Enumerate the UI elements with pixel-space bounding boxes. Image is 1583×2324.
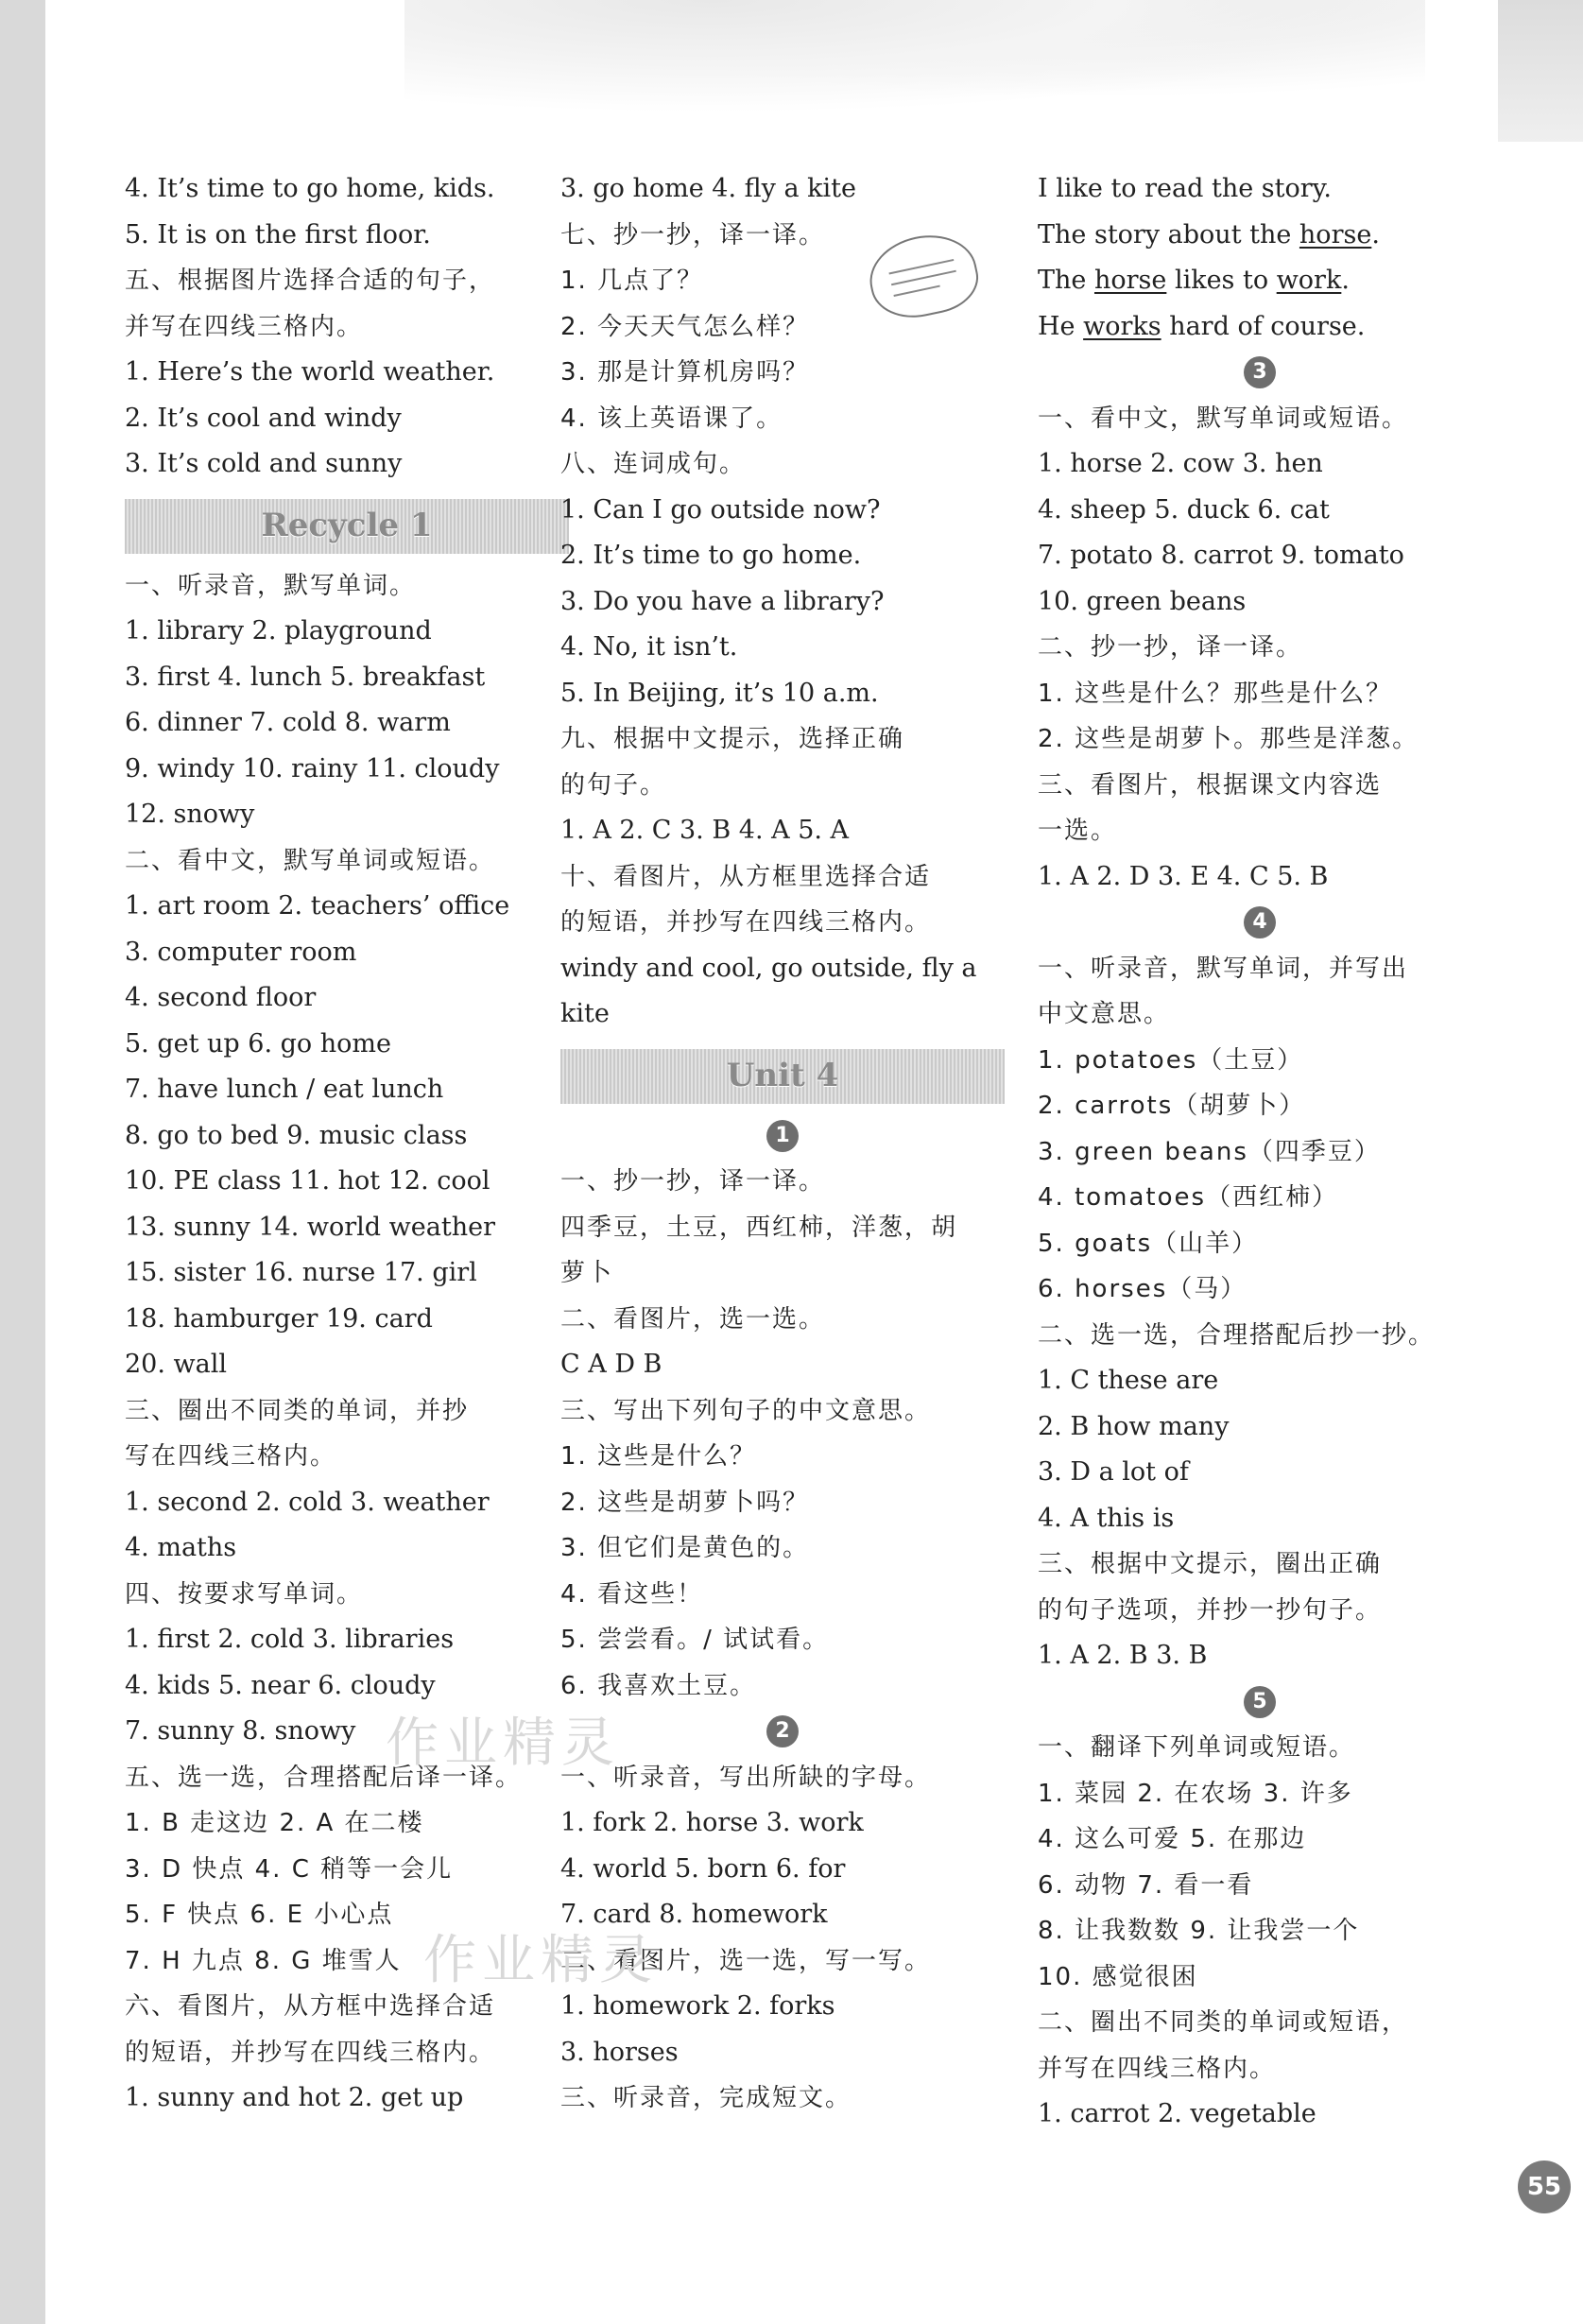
answer-line: 1. potatoes（土豆）	[1038, 1045, 1304, 1075]
answer-line: 一、听录音，默写单词，并写出	[1038, 954, 1409, 983]
answer-line: 1. sunny and hot 2. get up	[125, 2083, 464, 2112]
answer-line: 1. 几点了？	[560, 267, 704, 295]
watermark: 作业精灵	[386, 1713, 620, 1774]
answer-line: 的句子。	[560, 770, 667, 800]
answer-line: 12. snowy	[125, 800, 255, 829]
answer-line: 7. sunny 8. snowy	[125, 1716, 356, 1746]
answer-line: 二、抄一抄，译一译。	[1038, 633, 1303, 662]
answer-line: 10. 感觉很困	[1038, 1962, 1198, 1991]
column-2	[560, 166, 1005, 2122]
cloud-decoration	[404, 0, 1425, 113]
answer-line: 8. 让我数数 9. 让我尝一个	[1038, 1917, 1360, 1945]
answer-line: 3. D 快点 4. C 稍等一会儿	[125, 1854, 454, 1884]
column-3-block-2	[1038, 396, 1482, 901]
answer-line: 二、看图片，选一选。	[560, 1304, 826, 1334]
answer-line: 二、选一选，合理搭配后抄一抄。	[1038, 1320, 1436, 1350]
answer-line: 4. It’s time to go home, kids.	[125, 174, 495, 203]
stamp-icon	[876, 239, 972, 312]
column-3	[1038, 166, 1482, 2138]
answer-line: 三、看图片，根据课文内容选	[1038, 770, 1383, 800]
answer-line: 6. 动物 7. 看一看	[1038, 1870, 1254, 1900]
answer-line: 2. It’s time to go home.	[560, 541, 862, 570]
answer-line: 8. go to bed 9. music class	[125, 1120, 468, 1150]
lesson-number-badge: 2	[560, 1709, 1005, 1755]
answer-line: The story about the horse.	[1038, 219, 1380, 250]
answer-line: 5. In Beijing, it’s 10 a.m.	[560, 678, 879, 708]
answer-line: 1. homework 2. forks	[560, 1991, 835, 2021]
answer-line: 4. world 5. born 6. for	[560, 1853, 846, 1884]
answer-line: 六、看图片，从方框中选择合适	[125, 1992, 496, 2021]
answer-line: 4. tomatoes（西红柿）	[1038, 1183, 1339, 1212]
answer-line: 1. 这些是什么？那些是什么？	[1038, 679, 1393, 708]
answer-line: 十、看图片，从方框里选择合适	[560, 862, 932, 891]
answer-line: 的句子选项，并抄一抄句子。	[1038, 1595, 1383, 1625]
answer-line: 一选。	[1038, 817, 1118, 845]
answer-line: 三、圈出不同类的单词，并抄	[125, 1396, 470, 1425]
answer-line: 1. Here’s the world weather.	[125, 357, 495, 387]
document-page	[45, 0, 1583, 2324]
answer-line: 3. Do you have a library?	[560, 586, 885, 616]
answer-line: 1. second 2. cold 3. weather	[125, 1487, 490, 1517]
answer-line: 1. 菜园 2. 在农场 3. 许多	[1038, 1779, 1353, 1808]
answer-line: 5. 尝尝看。/ 试试看。	[560, 1626, 830, 1654]
answer-line: 1. art room 2. teachers’ office	[125, 891, 510, 921]
answer-line: 1. A 2. B 3. B	[1038, 1641, 1208, 1670]
lesson-number-badge: 1	[560, 1113, 1005, 1160]
answer-line: 15. sister 16. nurse 17. girl	[125, 1258, 477, 1287]
answer-line: 3. 但它们是黄色的。	[560, 1534, 810, 1562]
column-1	[125, 166, 569, 2122]
answer-line: 1. A 2. C 3. B 4. A 5. A	[560, 816, 850, 845]
answer-line: 6. horses（马）	[1038, 1275, 1247, 1303]
answer-line: 2. carrots（胡萝卜）	[1038, 1092, 1306, 1120]
answer-line: 4. 这么可爱 5. 在那边	[1038, 1825, 1307, 1853]
answer-line: 7. card 8. homework	[560, 1900, 828, 1929]
answer-line: 三、根据中文提示，圈出正确	[1038, 1550, 1383, 1578]
answer-line: 二、圈出不同类的单词或短语，	[1038, 2008, 1409, 2037]
answer-line: 7. potato 8. carrot 9. tomato	[1038, 541, 1404, 570]
answer-line: 3. D a lot of	[1038, 1457, 1189, 1487]
answer-line: 一、看中文，默写单词或短语。	[1038, 404, 1409, 433]
answer-line: 3. green beans（四季豆）	[1038, 1137, 1381, 1166]
answer-line: 2. 这些是胡萝卜。那些是洋葱。	[1038, 725, 1420, 753]
answer-line: 7. have lunch / eat lunch	[125, 1075, 444, 1104]
answer-line: 一、翻译下列单词或短语。	[1038, 1733, 1356, 1762]
answer-line: 1. horse 2. cow 3. hen	[1038, 449, 1323, 478]
answer-line: 1. A 2. D 3. E 4. C 5. B	[1038, 861, 1329, 891]
answer-line: 3. computer room	[125, 937, 357, 967]
answer-line: 写在四线三格内。	[125, 1442, 337, 1471]
answer-line: 4. A this is	[1038, 1503, 1175, 1533]
answer-line: 6. dinner 7. cold 8. warm	[125, 708, 451, 737]
answer-line: 二、看中文，默写单词或短语。	[125, 846, 496, 875]
answer-line: 4. No, it isn’t.	[560, 632, 738, 662]
answer-line: 五、根据图片选择合适的句子，	[125, 267, 496, 295]
answer-line: 10. green beans	[1038, 586, 1247, 616]
column-1-block-1	[125, 166, 569, 488]
column-1-block-2	[125, 563, 569, 2122]
column-2-block-2	[560, 1159, 1005, 1709]
answer-line: 1. fork 2. horse 3. work	[560, 1808, 864, 1837]
lesson-number-badge: 5	[1038, 1679, 1482, 1726]
answer-line: 4. second floor	[125, 983, 317, 1012]
answer-line: 并写在四线三格内。	[125, 312, 364, 341]
answer-line: 2. B how many	[1038, 1411, 1230, 1441]
answer-line: 1. B 走这边 2. A 在二楼	[125, 1809, 424, 1837]
answer-line: 3. first 4. lunch 5. breakfast	[125, 662, 486, 692]
answer-line: The horse likes to work.	[1038, 266, 1350, 295]
answer-line: 18. hamburger 19. card	[125, 1303, 433, 1334]
answer-line: 九、根据中文提示，选择正确	[560, 725, 905, 753]
answer-line: 三、写出下列句子的中文意思。	[560, 1396, 932, 1425]
answer-line: 二、看图片，选一选，写一写。	[560, 1946, 932, 1975]
answer-line: 10. PE class 11. hot 12. cool	[125, 1166, 490, 1196]
answer-line: 3. horses	[560, 2037, 679, 2067]
answer-line: 并写在四线三格内。	[1038, 2054, 1277, 2083]
answer-line: 的短语，并抄写在四线三格内。	[560, 908, 932, 937]
answer-line: 1. carrot 2. vegetable	[1038, 2099, 1316, 2128]
section-banner-unit-4: Unit 4	[560, 1049, 1005, 1104]
answer-line: 5. It is on the first floor.	[125, 219, 431, 250]
answer-line: windy and cool, go outside, fly a	[560, 953, 977, 983]
answer-line: 3. It’s cold and sunny	[125, 449, 403, 478]
answer-line: 4. sheep 5. duck 6. cat	[1038, 494, 1330, 525]
corner-decoration	[1498, 0, 1583, 142]
answer-line: I like to read the story.	[1038, 174, 1332, 203]
answer-line: 5. F 快点 6. E 小心点	[125, 1901, 394, 1929]
column-3-block-1	[1038, 166, 1482, 350]
answer-line: 中文意思。	[1038, 1000, 1171, 1028]
page-number: 55	[1518, 2160, 1571, 2213]
answer-line: 八、连词成句。	[560, 450, 747, 478]
answer-line: 1. first 2. cold 3. libraries	[125, 1625, 455, 1654]
answer-line: 4. 看这些！	[560, 1579, 704, 1609]
answer-line: 3. 那是计算机房吗？	[560, 358, 810, 387]
answer-line: 6. 我喜欢土豆。	[560, 1671, 757, 1700]
answer-line: 7. H 九点 8. G 堆雪人	[125, 1946, 402, 1975]
answer-line: 2. 这些是胡萝卜吗？	[560, 1488, 810, 1517]
column-3-block-4	[1038, 1725, 1482, 2138]
answer-line: kite	[560, 999, 610, 1028]
answer-line: 三、听录音，完成短文。	[560, 2084, 852, 2112]
answer-line: 1. Can I go outside now?	[560, 494, 881, 525]
answer-line: 1. C these are	[1038, 1366, 1219, 1395]
answer-line: 一、听录音，写出所缺的字母。	[560, 1763, 932, 1792]
answer-line: 萝卜	[560, 1259, 614, 1287]
lesson-number-badge: 3	[1038, 350, 1482, 396]
answer-line: 1. 这些是什么？	[560, 1442, 757, 1471]
answer-line: 5. goats（山羊）	[1038, 1229, 1259, 1258]
answer-line: 4. kids 5. near 6. cloudy	[125, 1670, 436, 1700]
answer-line: 5. get up 6. go home	[125, 1028, 391, 1059]
answer-line: 3. go home 4. fly a kite	[560, 174, 856, 203]
answer-line: 四季豆，土豆，西红柿，洋葱，胡	[560, 1213, 958, 1242]
answer-line: 五、选一选，合理搭配后译一译。	[125, 1763, 523, 1792]
answer-line: 20. wall	[125, 1350, 227, 1379]
answer-line: He works hard of course.	[1038, 311, 1366, 341]
answer-line: 的短语，并抄写在四线三格内。	[125, 2038, 496, 2067]
answer-line: 2. It’s cool and windy	[125, 403, 402, 433]
watermark: 作业精灵	[423, 1930, 658, 1991]
answer-line: 9. windy 10. rainy 11. cloudy	[125, 753, 500, 783]
answer-line: 4. 该上英语课了。	[560, 404, 783, 433]
lesson-number-badge: 4	[1038, 900, 1482, 946]
answer-line: C A D B	[560, 1350, 662, 1379]
answer-line: 一、听录音，默写单词。	[125, 571, 417, 600]
column-3-block-3	[1038, 946, 1482, 1679]
answer-line: 1. library 2. playground	[125, 616, 432, 646]
answer-line: 四、按要求写单词。	[125, 1579, 364, 1609]
answer-line: 13. sunny 14. world weather	[125, 1212, 495, 1242]
section-banner-recycle-1: Recycle 1	[125, 499, 569, 554]
answer-line: 2. 今天天气怎么样？	[560, 312, 810, 341]
answer-line: 4. maths	[125, 1533, 237, 1562]
answer-line: 一、抄一抄，译一译。	[560, 1167, 826, 1196]
answer-line: 七、抄一抄，译一译。	[560, 220, 826, 250]
